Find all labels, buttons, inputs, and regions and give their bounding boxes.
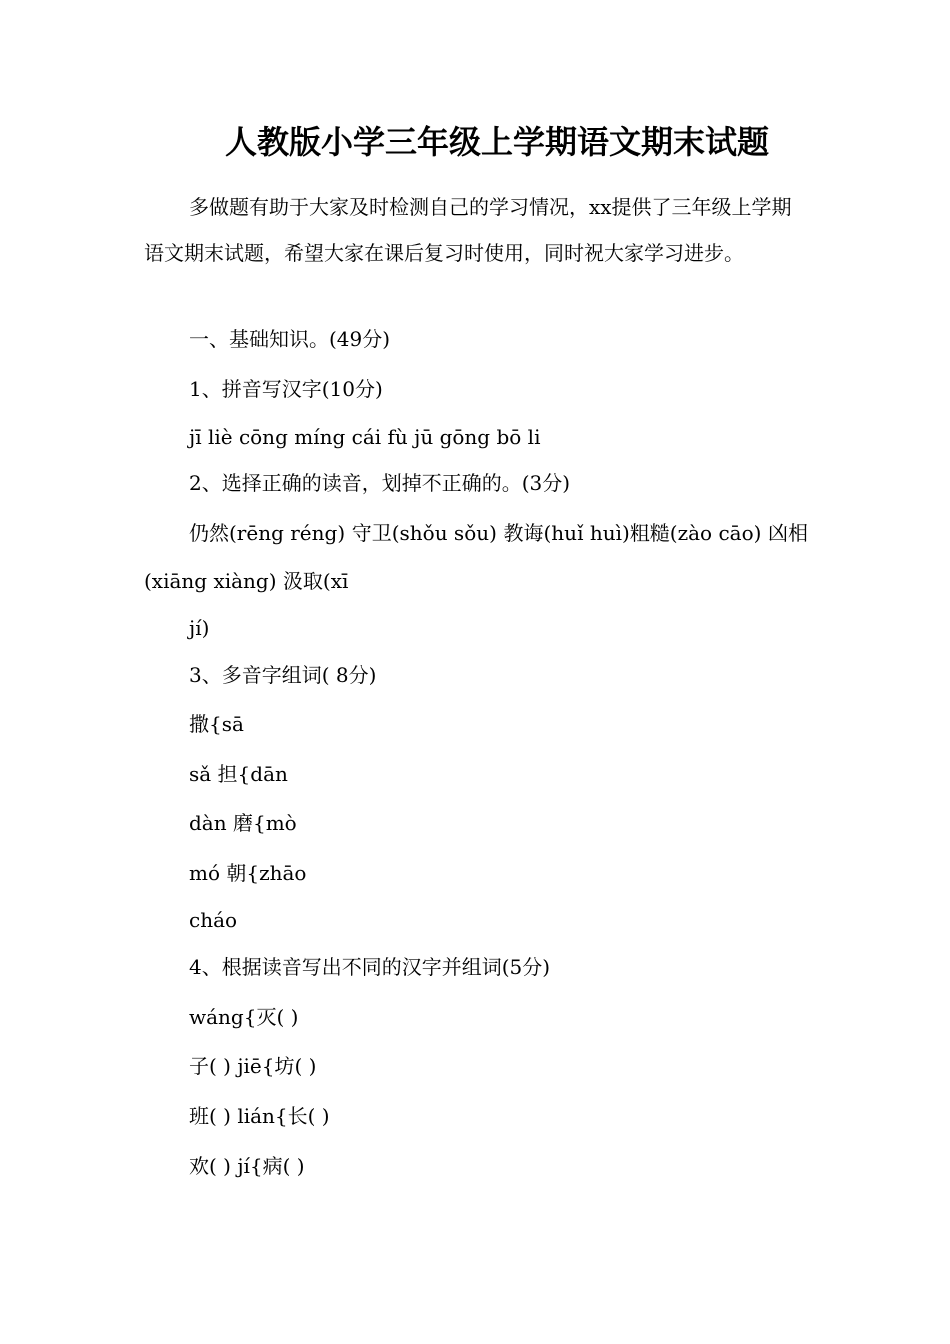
question-2-option: 凶相	[768, 521, 808, 545]
question-3-line: dàn 磨{mò	[189, 811, 297, 835]
question-4: 4、根据读音写出不同的汉字并组词(5分)	[189, 955, 551, 979]
question-3: 3、多音字组词( 8分)	[189, 663, 377, 687]
question-2-option: 守卫(shǒu sǒu)	[351, 521, 497, 545]
section-heading: 一、基础知识。(49分)	[189, 327, 391, 351]
question-1: 1、拼音写汉字(10分)	[189, 377, 383, 401]
question-2-options	[189, 518, 808, 548]
question-1-pinyin: jī liè cōng míng cái fù jū gōng bō li	[189, 425, 541, 449]
question-2-options-end: jí)	[189, 616, 210, 640]
question-4-line: 子( ) jiē{坊( )	[189, 1054, 317, 1078]
question-3-line: cháo	[189, 908, 238, 932]
intro-paragraph: 多做题有助于大家及时检测自己的学习情况，xx提供了三年级上学期语文期末试题，希望大家在课后复习时使用，同时祝大家学习进步。	[144, 195, 792, 265]
question-2-options-cont: (xiāng xiàng) 汲取(xī	[144, 569, 349, 593]
question-4-line: 欢( ) jí{病( )	[189, 1154, 305, 1178]
question-2-option: 仍然(rēng réng)	[189, 521, 346, 545]
question-3-line: mó 朝{zhāo	[189, 861, 307, 885]
question-2: 2、选择正确的读音，划掉不正确的。(3分)	[189, 471, 571, 495]
question-3-line: 撒{sā	[189, 712, 244, 736]
question-2-option: 教诲(huǐ huì)粗糙(zào cāo)	[503, 521, 762, 545]
question-4-line: 班( ) lián{长( )	[189, 1104, 330, 1128]
question-4-line: wáng{灭( )	[189, 1005, 299, 1029]
question-3-line: sǎ 担{dān	[189, 762, 288, 786]
document-title: 人教版小学三年级上学期语文期末试题	[225, 123, 770, 161]
